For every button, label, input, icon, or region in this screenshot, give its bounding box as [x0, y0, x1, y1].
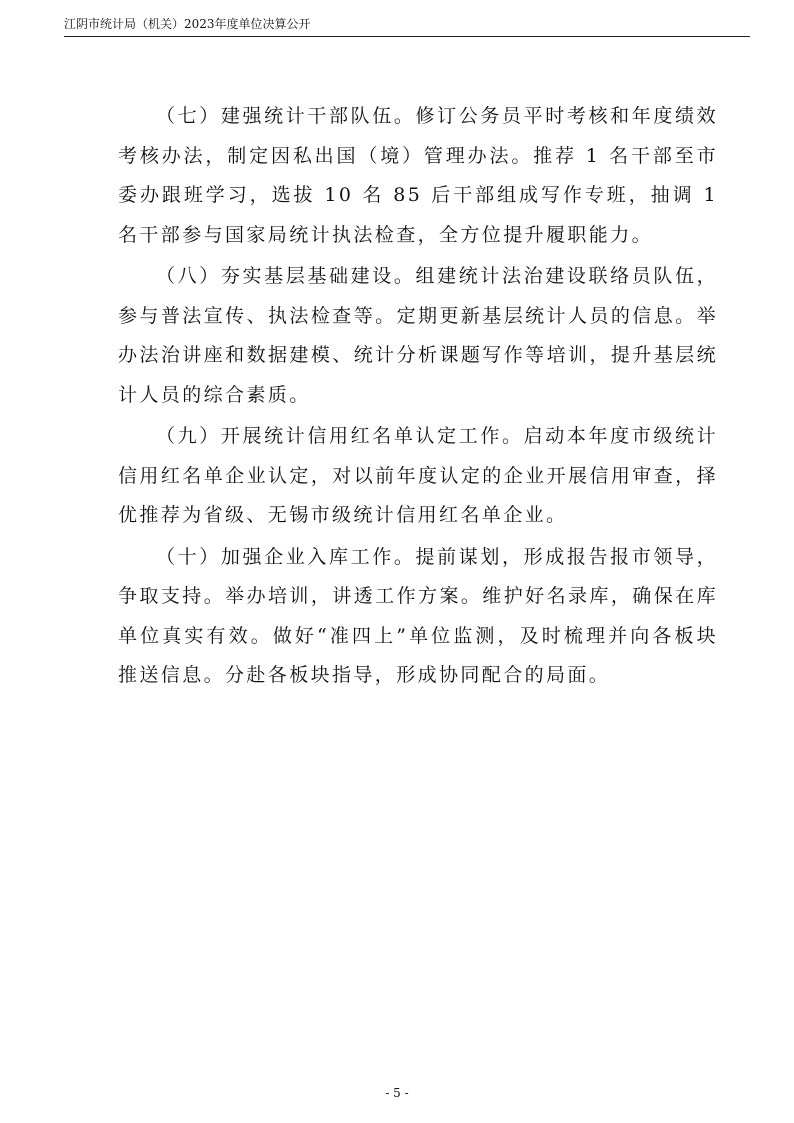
document-body [118, 97, 718, 698]
paragraph-section-9: （九）开展统计信用红名单认定工作。启动本年度市级统计信用红名单企业认定，对以前年度认定的企业开展信用审查，择优推荐为省级、无锡市级统计信用红名单企业。 [118, 425, 718, 526]
paragraph-section-8: （八）夯实基层基础建设。组建统计法治建设联络员队伍，参与普法宣传、执法检查等。定期更新基层统计人员的信息。举办法治讲座和数据建模、统计分析课题写作等培训，提升基层统计人员的综合素质。 [118, 265, 718, 406]
page-footer [0, 1085, 794, 1101]
page-number: - 5 - [385, 1086, 409, 1100]
paragraph-section-10: （十）加强企业入库工作。提前谋划，形成报告报市领导，争取支持。举办培训，讲透工作方案。维护好名录库，确保在库单位真实有效。做好“准四上”单位监测，及时梳理并向各板块推送信息。分赴各板块指导，形成协同配合的局面。 [118, 545, 718, 686]
header-title: 江阴市统计局（机关）2023年度单位决算公开 [64, 17, 311, 31]
page-header [64, 14, 750, 37]
paragraph-section-7: （七）建强统计干部队伍。修订公务员平时考核和年度绩效考核办法，制定因私出国（境）管理办法。推荐 1 名干部至市委办跟班学习，选拔 10 名 85 后干部组成写作专班，抽调 1 名干部参与国家局统计执法检查，全方位提升履职能力。 [118, 105, 718, 246]
